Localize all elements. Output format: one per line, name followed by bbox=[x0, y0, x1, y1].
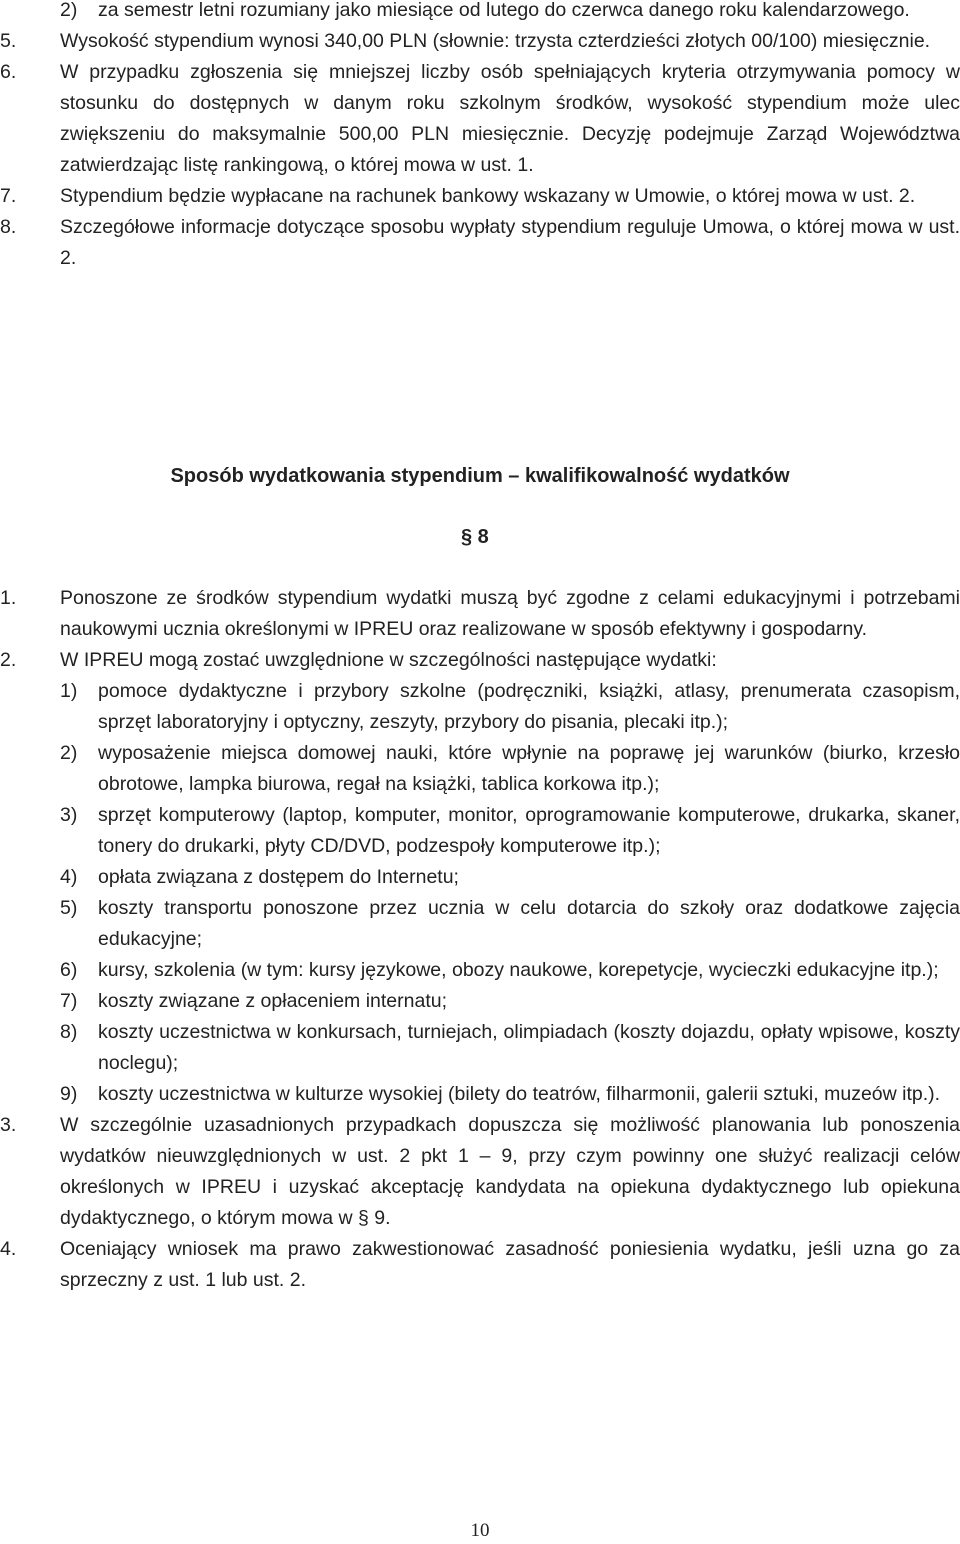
item-text: W IPREU mogą zostać uwzględnione w szczególności następujące wydatki: bbox=[60, 649, 717, 671]
item-text: koszty uczestnictwa w kulturze wysokiej (bilety do teatrów, filharmonii, galerii sztuki, muzeów itp.). bbox=[98, 1083, 941, 1105]
item-text: Wysokość stypendium wynosi 340,00 PLN (słownie: trzysta czterdzieści złotych 00/100) miesięcznie. bbox=[60, 30, 931, 52]
item-number: 3. bbox=[0, 1114, 17, 1136]
section-list bbox=[0, 583, 960, 1296]
item-text: wyposażenie miejsca domowej nauki, które wpłynie na poprawę jej warunków (biurko, krzesło obrotowe, lampka biurowa, regał na książki, tablica korkowa itp.); bbox=[98, 742, 960, 795]
item-number: 2) bbox=[60, 0, 78, 21]
item-number: 6) bbox=[60, 959, 78, 981]
item-number: 5. bbox=[0, 30, 17, 52]
section-heading: Sposób wydatkowania stypendium – kwalifikowalność wydatków bbox=[170, 465, 790, 487]
item-number: 4) bbox=[60, 866, 78, 888]
list-item bbox=[0, 26, 960, 57]
item-number: 9) bbox=[60, 1083, 78, 1105]
item-text: kursy, szkolenia (w tym: kursy językowe, obozy naukowe, korepetycje, wycieczki edukacyjne itp.); bbox=[98, 959, 939, 981]
item-number: 5) bbox=[60, 897, 78, 919]
item-number: 7. bbox=[0, 185, 17, 207]
item-number: 2. bbox=[0, 649, 17, 671]
item-text: W przypadku zgłoszenia się mniejszej liczby osób spełniających kryteria otrzymywania pomocy w stosunku do dostępnych w danym roku szkolnym środków, wysokość stypendium może ulec zwiększeniu do maksymalnie 500,00 PLN miesięcznie. Decyzję podejmuje Zarząd Województwa zatwierdzając listę rankingową, o której mowa w ust. 1. bbox=[60, 61, 960, 176]
sub-list-item bbox=[0, 1079, 960, 1110]
item-text: W szczególnie uzasadnionych przypadkach dopuszcza się możliwość planowania lub ponoszenia wydatków nieuwzględnionych w ust. 2 pkt 1 – 9, przy czym powinny one służyć realizacji celów określonych w IPREU i uzyskać akceptację kandydata na opiekuna dydaktycznego lub opiekuna dydaktycznego, o którym mowa w § 9. bbox=[60, 1114, 960, 1229]
item-number: 1) bbox=[60, 680, 78, 702]
sub-list-item bbox=[0, 800, 960, 862]
item-number: 8. bbox=[0, 216, 17, 238]
item-text: Szczegółowe informacje dotyczące sposobu wypłaty stypendium reguluje Umowa, o której mowa w ust. 2. bbox=[60, 216, 960, 269]
item-number: 6. bbox=[0, 61, 17, 83]
list-item bbox=[0, 57, 960, 181]
item-text: koszty związane z opłaceniem internatu; bbox=[98, 990, 448, 1012]
item-number: 4. bbox=[0, 1238, 17, 1260]
item-number: 8) bbox=[60, 1021, 78, 1043]
item-text: koszty uczestnictwa w konkursach, turniejach, olimpiadach (koszty dojazdu, opłaty wpisowe, koszty noclegu); bbox=[98, 1021, 960, 1074]
list-item bbox=[0, 0, 960, 26]
item-number: 7) bbox=[60, 990, 78, 1012]
item-number: 3) bbox=[60, 804, 78, 826]
list-item bbox=[0, 181, 960, 212]
paragraph-number: § 8 bbox=[461, 526, 489, 548]
item-text: za semestr letni rozumiany jako miesiące od lutego do czerwca danego roku kalendarzowego. bbox=[98, 0, 910, 21]
page-number: 10 bbox=[470, 1520, 490, 1541]
sub-list-item bbox=[0, 893, 960, 955]
sub-list-item bbox=[0, 986, 960, 1017]
item-text: Stypendium będzie wypłacane na rachunek bankowy wskazany w Umowie, o której mowa w ust. 2. bbox=[60, 185, 916, 207]
item-text: Oceniający wniosek ma prawo zakwestionować zasadność poniesienia wydatku, jeśli uzna go za sprzeczny z ust. 1 lub ust. 2. bbox=[60, 1238, 960, 1291]
sub-list-item bbox=[0, 738, 960, 800]
list-item bbox=[0, 1110, 960, 1234]
list-item bbox=[0, 1234, 960, 1296]
sub-list-item bbox=[0, 955, 960, 986]
item-number: 2) bbox=[60, 742, 78, 764]
sub-list-item bbox=[0, 676, 960, 738]
list-item bbox=[0, 645, 960, 676]
item-text: opłata związana z dostępem do Internetu; bbox=[98, 866, 459, 888]
sub-list-item bbox=[0, 862, 960, 893]
item-text: koszty transportu ponoszone przez ucznia w celu dotarcia do szkoły oraz dodatkowe zajęcia edukacyjne; bbox=[98, 897, 960, 950]
item-text: Ponoszone ze środków stypendium wydatki muszą być zgodne z celami edukacyjnymi i potrzebami naukowymi ucznia określonymi w IPREU oraz realizowane w sposób efektywny i gospodarny. bbox=[60, 587, 960, 640]
upper-list bbox=[0, 0, 960, 274]
item-text: sprzęt komputerowy (laptop, komputer, monitor, oprogramowanie komputerowe, drukarka, skaner, tonery do drukarki, płyty CD/DVD, podzespoły komputerowe itp.); bbox=[98, 804, 960, 857]
item-text: pomoce dydaktyczne i przybory szkolne (podręczniki, książki, atlasy, prenumerata czasopism, sprzęt laboratoryjny i optyczny, zeszyty, przybory do pisania, plecaki itp.); bbox=[98, 680, 960, 733]
sub-list-item bbox=[0, 1017, 960, 1079]
list-item bbox=[0, 583, 960, 645]
list-item bbox=[0, 212, 960, 274]
item-number: 1. bbox=[0, 587, 17, 609]
